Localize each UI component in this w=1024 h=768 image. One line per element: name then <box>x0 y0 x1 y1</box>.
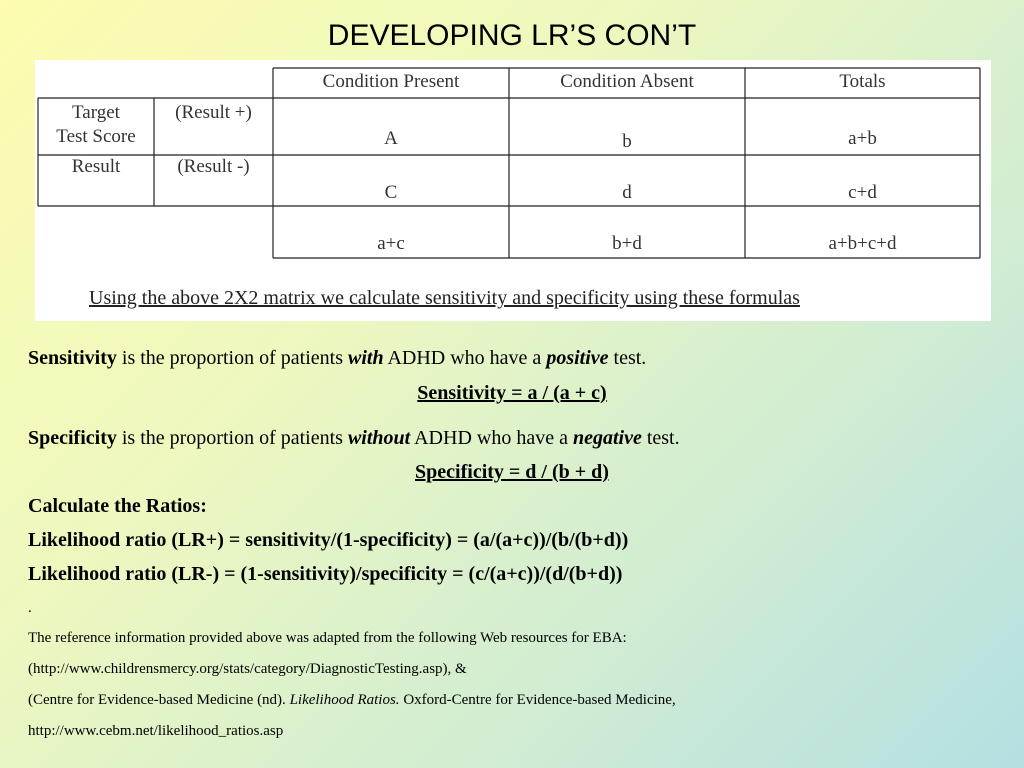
specificity-emphasis-without: without <box>347 427 411 449</box>
lr-minus-line <box>28 561 622 587</box>
sensitivity-text-1: is the proportion of patients <box>116 347 348 369</box>
sensitivity-emphasis-positive: positive <box>546 347 609 369</box>
ratios-heading-line <box>28 493 207 519</box>
row-label-result-positive: (Result +) <box>175 102 252 123</box>
specificity-text-1: is the proportion of patients <box>116 427 348 449</box>
reference-dot: . <box>28 600 32 616</box>
contingency-matrix-image <box>35 60 991 321</box>
sensitivity-text-2: ADHD who have a <box>383 347 547 369</box>
total-b-plus-d: b+d <box>612 233 642 254</box>
cell-a: A <box>384 128 398 149</box>
ratios-heading: Calculate the Ratios: <box>28 495 207 517</box>
row-group-label-result: Result <box>71 156 121 177</box>
reference-line-3-a: (Centre for Evidence-based Medicine (nd). <box>28 692 290 708</box>
reference-line-3-c: Oxford-Centre for Evidence-based Medicine, <box>399 692 676 708</box>
row-group-label-target: Target <box>72 102 120 123</box>
specificity-definition <box>28 425 680 451</box>
reference-link-childrensmercy: (http://www.childrensmercy.org/stats/category/DiagnosticTesting.asp), & <box>28 661 467 677</box>
specificity-formula: Specificity = d / (b + d) <box>415 461 609 483</box>
specificity-emphasis-negative: negative <box>572 427 642 449</box>
total-grand: a+b+c+d <box>828 233 897 254</box>
header-condition-present: Condition Present <box>322 71 460 92</box>
cell-c-plus-d: c+d <box>848 182 877 203</box>
reference-line-1: The reference information provided above was adapted from the following Web resources for EBA: <box>28 630 627 646</box>
cell-c: C <box>384 182 398 203</box>
lr-plus-formula: Likelihood ratio (LR+) = sensitivity/(1-specificity) = (a/(a+c))/(b/(b+d)) <box>28 529 629 551</box>
sensitivity-definition <box>28 345 646 371</box>
sensitivity-term: Sensitivity <box>28 347 117 369</box>
cell-d: d <box>622 182 632 203</box>
cell-a-plus-b: a+b <box>848 128 877 149</box>
specificity-term: Specificity <box>28 427 117 449</box>
row-group-label-test-score: Test Score <box>56 126 136 147</box>
total-a-plus-c: a+c <box>377 233 405 254</box>
reference-line-3-title: Likelihood Ratios. <box>289 692 400 708</box>
specificity-formula-line <box>0 459 1024 485</box>
header-totals: Totals <box>839 71 886 92</box>
sensitivity-text-3: test. <box>608 347 647 369</box>
row-label-result-negative: (Result -) <box>177 156 250 177</box>
reference-line-3 <box>28 690 676 710</box>
slide-title: DEVELOPING LR’S CON’T <box>327 19 697 52</box>
cell-b: b <box>622 131 632 152</box>
specificity-text-2: ADHD who have a <box>410 427 573 449</box>
specificity-text-3: test. <box>641 427 680 449</box>
matrix-caption: Using the above 2X2 matrix we calculate sensitivity and specificity using these formulas <box>89 287 800 309</box>
lr-plus-line <box>28 527 628 553</box>
lr-minus-formula: Likelihood ratio (LR-) = (1-sensitivity)/specificity = (c/(a+c))/(d/(b+d)) <box>28 563 623 585</box>
sensitivity-formula: Sensitivity = a / (a + c) <box>417 382 607 404</box>
reference-link-cebm: http://www.cebm.net/likelihood_ratios.asp <box>28 723 284 739</box>
sensitivity-emphasis-with: with <box>347 347 384 369</box>
sensitivity-formula-line <box>0 380 1024 406</box>
header-condition-absent: Condition Absent <box>560 71 694 92</box>
